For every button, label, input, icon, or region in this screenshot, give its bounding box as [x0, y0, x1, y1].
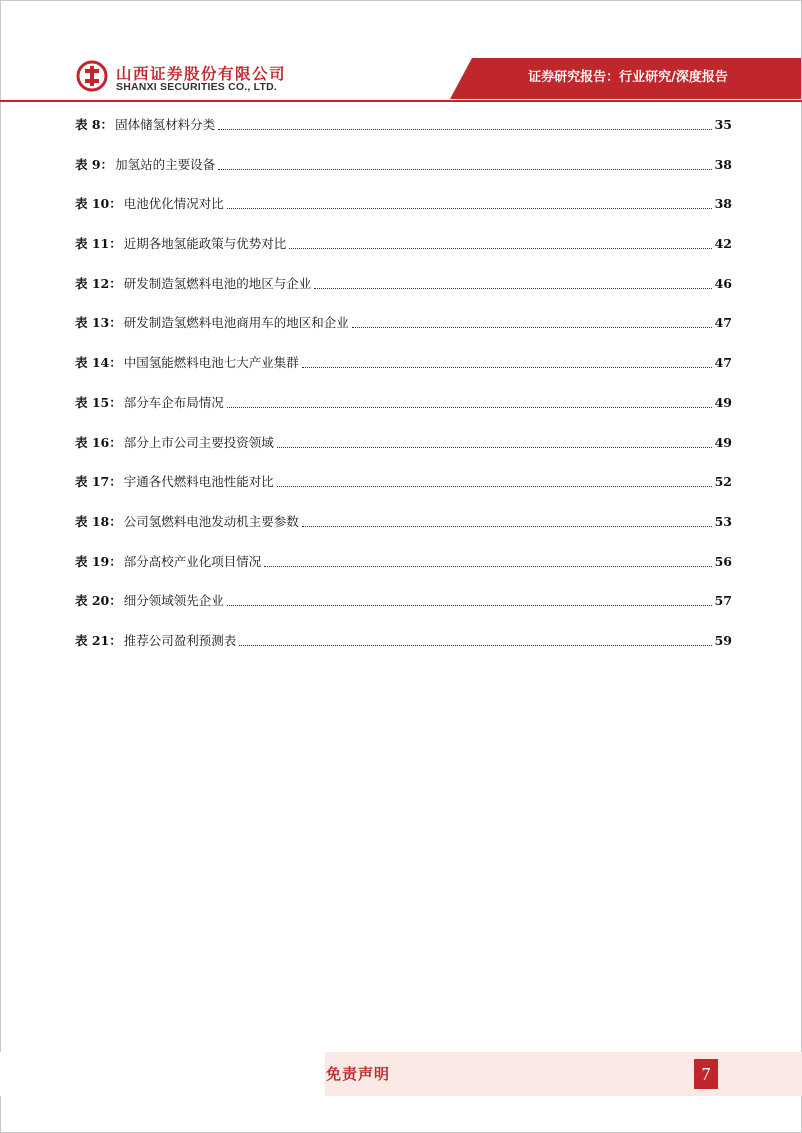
header-divider — [0, 100, 802, 102]
toc-entry-label: 表 8： — [75, 117, 114, 132]
toc-entry-title: 推荐公司盈利预测表 — [123, 632, 237, 648]
toc-entry-page: 47 — [714, 315, 732, 331]
toc-entry-page: 52 — [714, 474, 732, 490]
company-logo-icon — [76, 60, 108, 92]
toc-entry-label: 表 11： — [75, 236, 122, 252]
toc-entry[interactable] — [75, 116, 732, 156]
toc-entry-title: 细分领域领先企业 — [123, 593, 224, 609]
toc-entry-label: 表 13： — [75, 315, 122, 331]
toc-leader-dots — [264, 553, 711, 567]
toc-entry-label: 表 21： — [75, 632, 122, 648]
toc-entry-title: 部分上市公司主要投资领域 — [123, 434, 274, 450]
toc-entry-label: 表 19： — [75, 553, 122, 569]
report-type-label: 证券研究报告：行业研究/深度报告 — [528, 70, 728, 85]
toc-entry-title: 宇通各代燃料电池性能对比 — [123, 474, 274, 490]
toc-entry-page: 57 — [714, 593, 732, 609]
footer-band — [0, 1052, 802, 1096]
disclaimer-link[interactable]: 免责声明 — [326, 1065, 391, 1083]
toc-entry[interactable] — [75, 632, 732, 672]
toc-entry[interactable] — [75, 275, 732, 315]
toc-entry[interactable] — [75, 195, 732, 235]
toc-leader-dots — [314, 275, 711, 289]
toc-entry-title: 中国氢能燃料电池七大产业集群 — [123, 355, 299, 371]
toc-entry-title: 部分车企布局情况 — [123, 394, 224, 410]
toc-entry-label: 表 14： — [75, 355, 122, 371]
toc-entry[interactable] — [75, 235, 732, 275]
toc-entry[interactable] — [75, 156, 732, 196]
toc-leader-dots — [227, 592, 712, 606]
toc-leader-dots — [218, 116, 712, 130]
toc-entry[interactable] — [75, 314, 732, 354]
toc-entry-page: 49 — [714, 434, 732, 450]
toc-leader-dots — [227, 394, 712, 408]
page-number: 7 — [694, 1059, 718, 1089]
toc-entry-title: 研发制造氢燃料电池商用车的地区和企业 — [123, 315, 349, 331]
toc-entry-page: 59 — [714, 632, 732, 648]
toc-entry-label: 表 18： — [75, 513, 122, 529]
toc-entry-title: 加氢站的主要设备 — [115, 156, 216, 172]
toc-entry-label: 表 12： — [75, 275, 122, 291]
toc-leader-dots — [218, 156, 712, 170]
toc-entry-page: 46 — [714, 275, 732, 291]
toc-entry-page: 38 — [714, 196, 732, 212]
toc-entry-page: 49 — [714, 394, 732, 410]
toc-entry-title: 固体储氢材料分类 — [115, 117, 216, 132]
toc-entry-label: 表 17： — [75, 474, 122, 490]
toc-entry-page: 47 — [714, 355, 732, 371]
toc-leader-dots — [277, 473, 712, 487]
toc-entry-title: 电池优化情况对比 — [123, 196, 224, 212]
toc-entry[interactable] — [75, 434, 732, 474]
toc-entry[interactable] — [75, 473, 732, 513]
toc-entry-title: 近期各地氢能政策与优势对比 — [123, 236, 287, 252]
toc-leader-dots — [277, 434, 712, 448]
toc-entry-title: 部分高校产业化项目情况 — [123, 553, 262, 569]
toc-entry-label: 表 20： — [75, 593, 122, 609]
toc-entry-label: 表 16： — [75, 434, 122, 450]
toc-entry-title: 公司氢燃料电池发动机主要参数 — [123, 513, 299, 529]
toc-leader-dots — [239, 632, 711, 646]
toc-entry[interactable] — [75, 553, 732, 593]
toc-leader-dots — [289, 235, 711, 249]
toc-entry-label: 表 15： — [75, 394, 122, 410]
toc-entry[interactable] — [75, 592, 732, 632]
toc-entry[interactable] — [75, 354, 732, 394]
toc-entry-label: 表 9： — [75, 156, 114, 172]
toc-leader-dots — [352, 314, 712, 328]
toc-entry-page: 53 — [714, 513, 732, 529]
toc-entry-page: 42 — [714, 236, 732, 252]
toc-entry-title: 研发制造氢燃料电池的地区与企业 — [123, 275, 312, 291]
company-name-en: SHANXI SECURITIES CO., LTD. — [116, 81, 277, 93]
company-name-cn: 山西证券股份有限公司 — [116, 65, 287, 83]
toc-entry[interactable] — [75, 513, 732, 553]
company-logo — [76, 60, 296, 100]
toc-entry-page: 35 — [714, 117, 732, 132]
toc-entry-page: 38 — [714, 156, 732, 172]
toc-leader-dots — [302, 513, 712, 527]
toc-entry-label: 表 10： — [75, 196, 122, 212]
table-of-contents — [75, 116, 732, 672]
toc-leader-dots — [302, 354, 712, 368]
toc-entry-page: 56 — [714, 553, 732, 569]
toc-leader-dots — [227, 195, 712, 209]
toc-entry[interactable] — [75, 394, 732, 434]
